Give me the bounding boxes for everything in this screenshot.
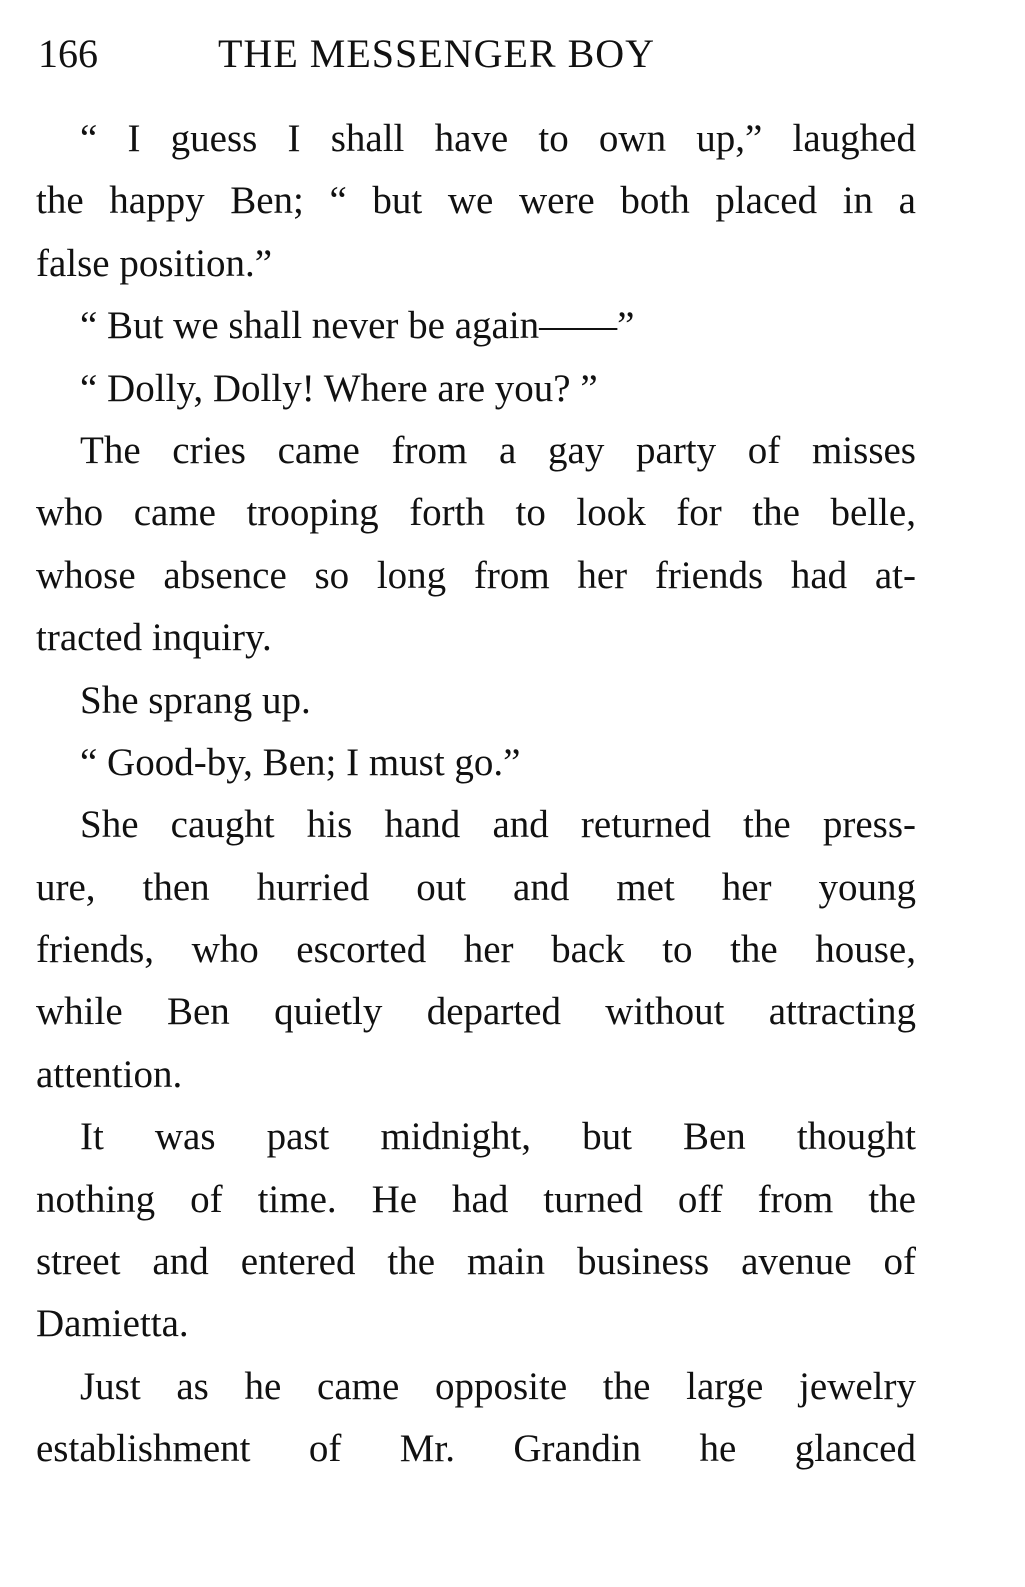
text-line: ure, then hurried out and met her young (36, 865, 916, 909)
text-line: false position.” (36, 241, 273, 285)
text-line: Just as he came opposite the large jewelry (80, 1364, 916, 1408)
text-line: attention. (36, 1052, 183, 1096)
text-line: She caught his hand and returned the press- (80, 803, 916, 847)
text-line: The cries came from a gay party of misses (80, 428, 916, 472)
running-header (38, 26, 918, 82)
text-line: friends, who escorted her back to the house, (36, 928, 916, 972)
text-line: “ I guess I shall have to own up,” laughed (80, 117, 916, 160)
text-line: “ But we shall never be again——” (80, 304, 635, 348)
text-line: Damietta. (36, 1302, 189, 1346)
text-line: “ Good-by, Ben; I must go.” (80, 740, 521, 784)
text-line: who came trooping forth to look for the belle, (36, 491, 916, 535)
text-line: establishment of Mr. Grandin he glanced (36, 1427, 916, 1471)
text-line: “ Dolly, Dolly! Where are you? ” (80, 366, 598, 410)
running-title: THE MESSENGER BOY (218, 31, 656, 76)
text-line: tracted inquiry. (36, 616, 272, 660)
text-line: street and entered the main business avenue of (36, 1240, 916, 1284)
text-line: whose absence so long from her friends had at- (36, 553, 916, 597)
text-line: nothing of time. He had turned off from the (36, 1177, 916, 1221)
page-number: 166 (38, 31, 98, 76)
text-line: She sprang up. (80, 678, 311, 722)
page-body (36, 108, 916, 1481)
text-line: It was past midnight, but Ben thought (80, 1115, 916, 1159)
text-line: the happy Ben; “ but we were both placed in a (36, 179, 916, 223)
text-line: while Ben quietly departed without attracting (36, 990, 916, 1034)
